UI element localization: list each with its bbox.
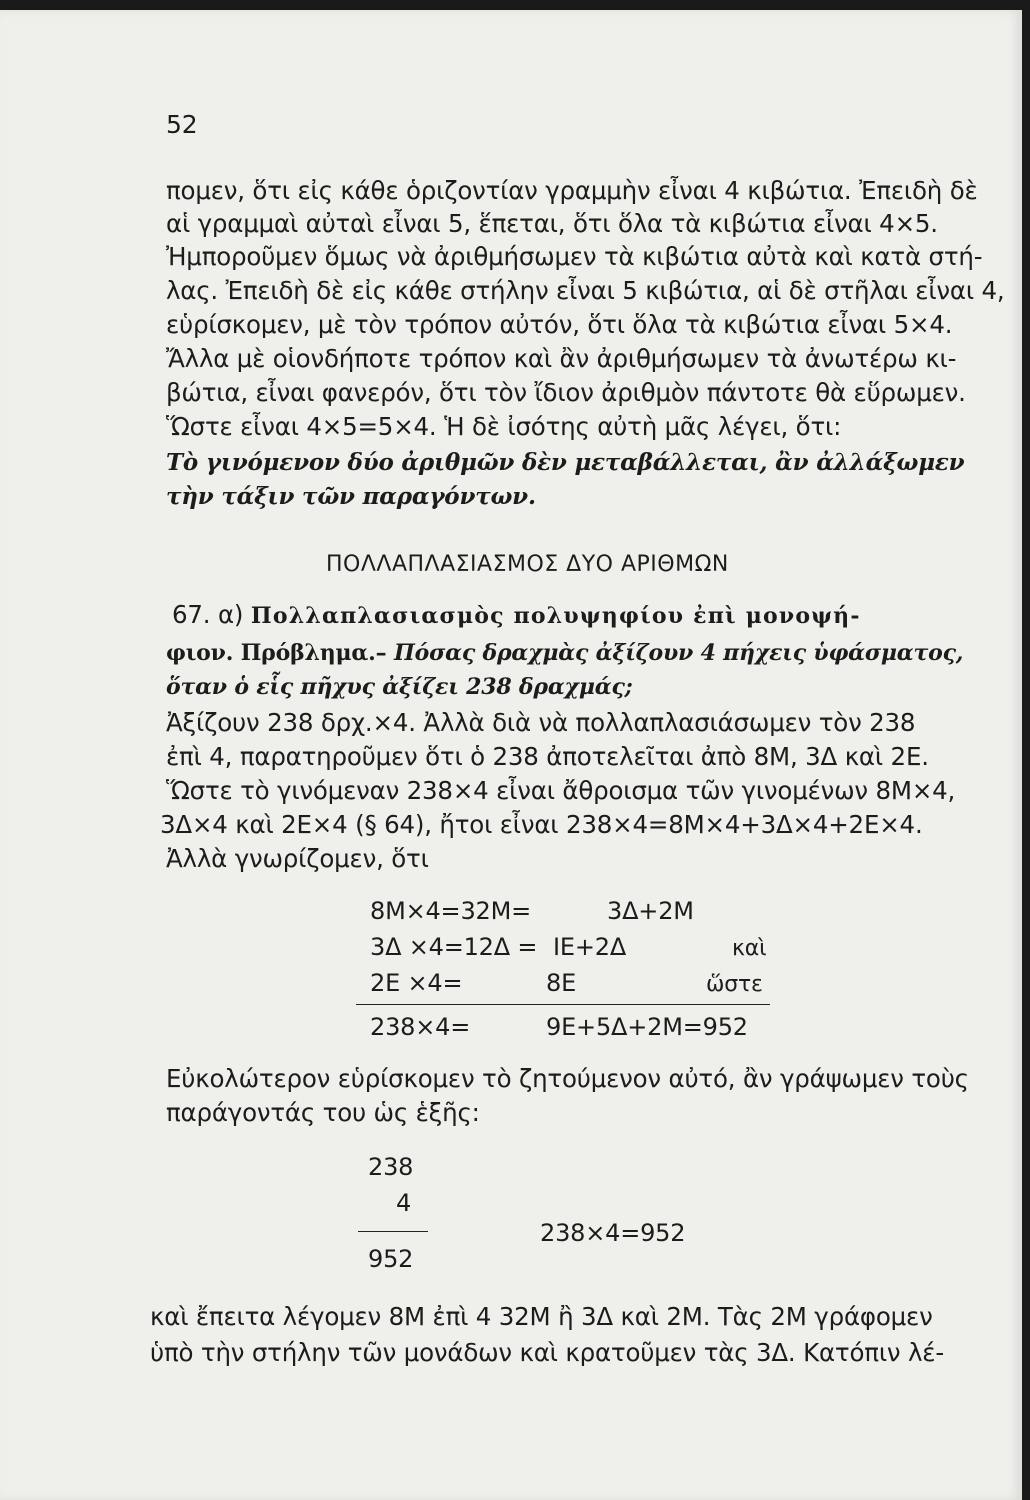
text-line: εὑρίσκομεν, μὲ τὸν τρόπον αὐτόν, ὅτι ὅλα τὰ κιβώτια εἶναι 5×4. [166, 310, 953, 339]
text-line: ὑπὸ τὴν στήλην τῶν μονάδων καὶ κρατοῦμεν τὰς 3Δ. Κατόπιν λέ- [150, 1338, 944, 1367]
mult-result: 952 [368, 1245, 414, 1273]
text-line: αἱ γραμμαὶ αὐταὶ εἶναι 5, ἕπεται, ὅτι ὅλα τὰ κιβώτια εἶναι 4×5. [166, 209, 938, 238]
book-page [0, 10, 1022, 1500]
calc-row-c: καὶ [732, 936, 767, 961]
text-line: Ἀξίζουν 238 δρχ.×4. Ἀλλὰ διὰ νὰ πολλαπλασιάσωμεν τὸν 238 [166, 708, 916, 737]
calc-total-b: 9Ε+5Δ+2Μ=952 [546, 1013, 748, 1041]
text-line: καὶ ἔπειτα λέγομεν 8Μ ἐπὶ 4 32Μ ἢ 3Δ καὶ 2Μ. Τὰς 2Μ γράφομεν [150, 1302, 933, 1331]
text-line: 3Δ×4 καὶ 2Ε×4 (§ 64), ἤτοι εἶναι 238×4=8Μ×4+3Δ×4+2Ε×4. [160, 810, 923, 839]
calc-row-c: ὥστε [706, 972, 763, 997]
text-line: Ὥστε εἶναι 4×5=5×4. Ἡ δὲ ἰσότης αὐτὴ μᾶς λέγει, ὅτι: [166, 412, 842, 441]
text-line: λας. Ἐπειδὴ δὲ εἰς κάθε στήλην εἶναι 5 κιβώτια, αἱ δὲ στῆλαι εἶναι 4, [166, 276, 1005, 305]
calc-row-b: ΙΕ+2Δ [553, 933, 627, 961]
section-67-title [172, 600, 861, 631]
page-number: 52 [166, 110, 198, 139]
text-line: πομεν, ὅτι εἰς κάθε ὁριζοντίαν γραμμὴν εἶναι 4 κιβώτια. Ἐπειδὴ δὲ [166, 176, 978, 205]
section-title: Πολλαπλασιασμὸς πολυψηφίου ἐπὶ μονοψή- [250, 603, 861, 629]
calc-total-a: 238×4= [370, 1013, 471, 1041]
text-line: Ἀλλὰ γνωρίζομεν, ὅτι [166, 844, 429, 873]
problem-label: φιον. Πρόβλημα.– [166, 640, 387, 666]
section-67-problem [166, 637, 963, 668]
text-line: Ἄλλα μὲ οἱονδήποτε τρόπον καὶ ἂν ἀριθμήσωμεν τὰ ἀνωτέρω κι- [166, 344, 957, 373]
sum-line [356, 1004, 770, 1005]
section-number: 67. α) [172, 600, 244, 629]
text-line: Εὐκολώτερον εὑρίσκομεν τὸ ζητούμενον αὐτό, ἂν γράψωμεν τοὺς [166, 1064, 969, 1093]
calc-row-a: 3Δ ×4=12Δ = [370, 933, 538, 961]
section-heading: ΠΟΛΛΑΠΛΑΣΙΑΣΜΟΣ ΔΥΟ ΑΡΙΘΜΩΝ [326, 552, 729, 577]
problem-text: ὅταν ὁ εἷς πῆχυς ἀξίζει 238 δραχμάς; [166, 674, 633, 700]
text-line: παράγοντάς του ὡς ἑξῆς: [166, 1098, 480, 1127]
rule-statement: τὴν τάξιν τῶν παραγόντων. [166, 483, 536, 510]
calc-row-b: 3Δ+2Μ [607, 897, 694, 925]
rule-statement: Τὸ γινόμενον δύο ἀριθμῶν δὲν μεταβάλλεται, ἂν ἀλλάξωμεν [166, 449, 965, 476]
mult-factor: 4 [396, 1189, 412, 1217]
text-line: βώτια, εἶναι φανερόν, ὅτι τὸν ἴδιον ἀριθμὸν πάντοτε θὰ εὕρωμεν. [166, 378, 966, 407]
calc-row-b: 8Ε [546, 969, 577, 997]
text-line: Ὥστε τὸ γινόμεναν 238×4 εἶναι ἄθροισμα τῶν γινομένων 8Μ×4, [166, 776, 956, 805]
text-line: Ἠμποροῦμεν ὅμως νὰ ἀριθμήσωμεν τὰ κιβώτια αὐτὰ καὶ κατὰ στή- [166, 242, 983, 271]
mult-line [358, 1231, 428, 1232]
problem-text: Πόσας δραχμὰς ἀξίζουν 4 πήχεις ὑφάσματος, [394, 640, 964, 666]
mult-top: 238 [368, 1153, 414, 1181]
mult-side: 238×4=952 [540, 1219, 686, 1247]
calc-row-a: 8Μ×4=32Μ= [370, 897, 532, 925]
text-line: ἐπὶ 4, παρατηροῦμεν ὅτι ὁ 238 ἀποτελεῖται ἀπὸ 8Μ, 3Δ καὶ 2Ε. [166, 742, 929, 771]
calc-row-a: 2Ε ×4= [370, 969, 463, 997]
